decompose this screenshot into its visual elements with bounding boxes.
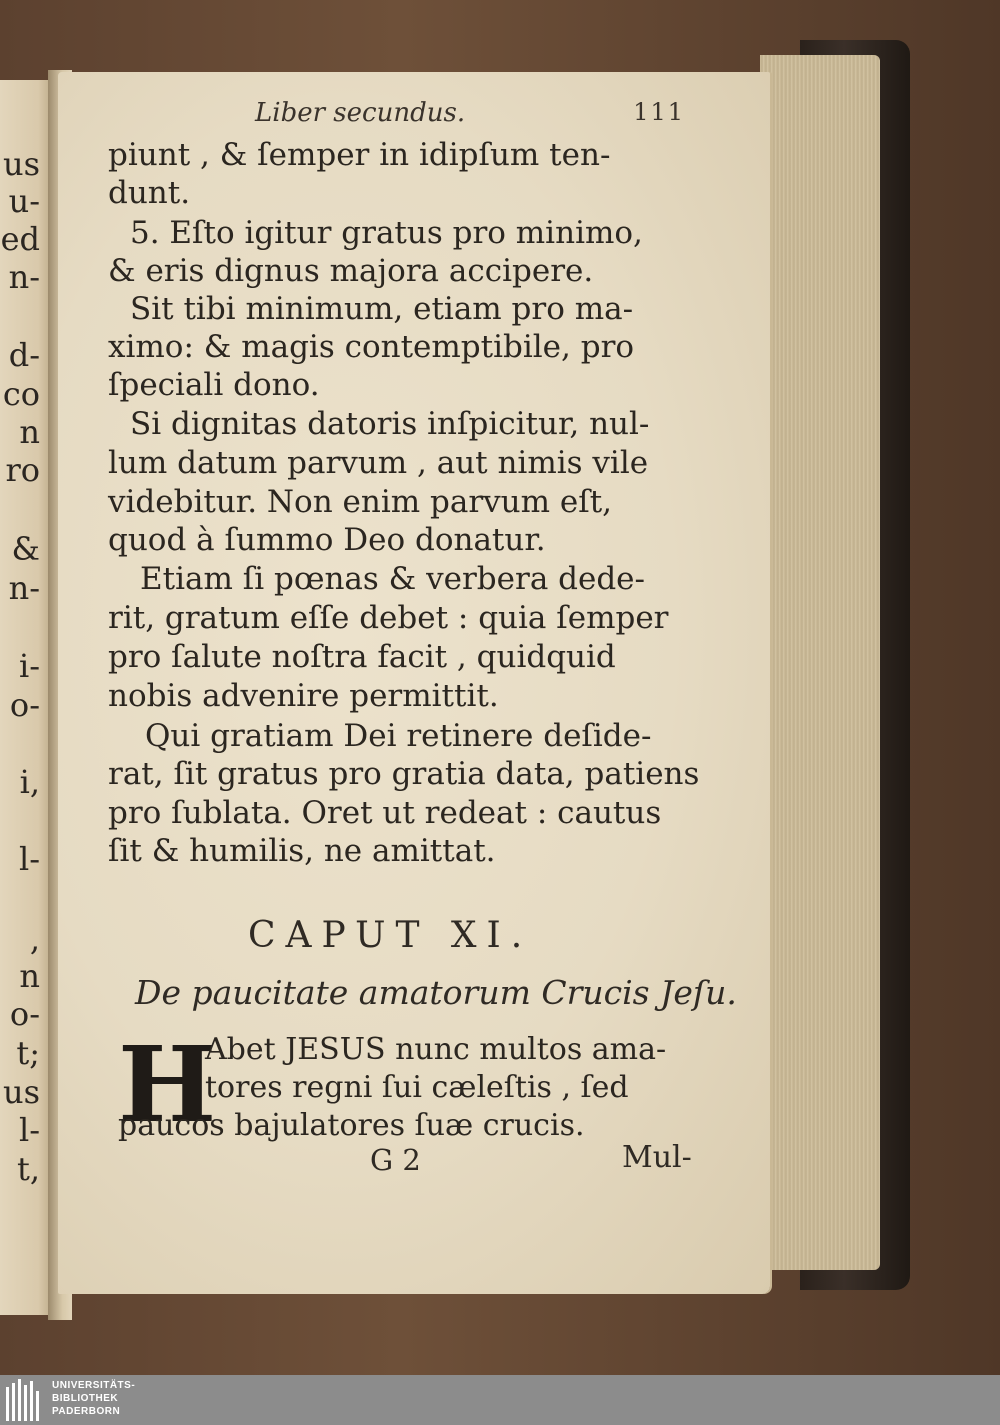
- body-line: lum datum parvum , aut nimis vile: [108, 445, 649, 481]
- left-fragment: t;: [16, 1034, 40, 1072]
- left-page-fragment: [0, 80, 55, 1315]
- left-fragment: ,: [29, 920, 40, 958]
- left-fragment: u-: [8, 182, 40, 220]
- chapter-line: Abet JESUS nunc multos ama-: [205, 1032, 667, 1067]
- left-fragment: ro: [5, 451, 40, 489]
- body-line: pro ſalute noſtra facit , quidquid: [108, 639, 616, 675]
- left-fragment: o-: [9, 686, 40, 724]
- body-line: 5. Eſto igitur gratus pro minimo,: [130, 215, 643, 251]
- left-fragment: us: [2, 145, 40, 183]
- left-fragment: d-: [8, 336, 40, 374]
- body-line: quod à ſummo Deo donatur.: [108, 522, 546, 558]
- left-fragment: o-: [9, 995, 40, 1033]
- left-fragment: t,: [16, 1150, 40, 1188]
- body-line: piunt , & ſemper in idipſum ten-: [108, 137, 611, 173]
- left-fragment: ed: [0, 220, 40, 258]
- left-fragment: co: [2, 375, 40, 413]
- logo-line: PADERBORN: [52, 1406, 121, 1417]
- body-line: nobis advenire permittit.: [108, 678, 499, 714]
- body-line: rat, ſit gratus pro gratia data, patiens: [108, 756, 700, 792]
- left-fragment: us: [2, 1073, 40, 1111]
- left-fragment: n: [19, 413, 40, 451]
- body-line: ſpeciali dono.: [108, 367, 320, 403]
- logo-line: BIBLIOTHEK: [52, 1393, 119, 1404]
- catchword: Mul-: [622, 1140, 692, 1175]
- running-title: Liber secundus.: [255, 98, 466, 128]
- library-logo-text: [52, 1379, 135, 1418]
- body-line: ſit & humilis, ne amittat.: [108, 833, 496, 869]
- left-fragment: i,: [19, 763, 40, 801]
- chapter-subtitle: De paucitate amatorum Crucis Jeſu.: [135, 973, 737, 1012]
- body-line: Sit tibi minimum, etiam pro ma-: [130, 291, 634, 327]
- drop-cap-initial: H: [118, 1023, 217, 1146]
- left-fragment: l-: [18, 1111, 40, 1149]
- signature-mark: G 2: [370, 1143, 421, 1177]
- body-line: Qui gratiam Dei retinere deſide-: [145, 718, 652, 754]
- body-line: & eris dignus majora accipere.: [108, 253, 594, 289]
- left-fragment: n: [19, 957, 40, 995]
- body-line: Si dignitas datoris inſpicitur, nul-: [130, 406, 650, 442]
- body-line: rit, gratum eſſe debet : quia ſemper: [108, 600, 669, 636]
- body-line: Etiam ſi pœnas & verbera dede-: [140, 561, 646, 597]
- body-line: pro ſublata. Oret ut redeat : cautus: [108, 795, 662, 831]
- left-fragment: i-: [18, 647, 40, 685]
- chapter-line: tores regni ſui cæleſtis , ſed: [205, 1070, 629, 1105]
- chapter-heading: CAPUT XI.: [248, 915, 533, 956]
- left-fragment: &: [11, 530, 40, 568]
- body-line: videbitur. Non enim parvum eſt,: [108, 484, 613, 520]
- chapter-line: paucos bajulatores ſuæ crucis.: [118, 1108, 585, 1143]
- left-fragment: l-: [18, 840, 40, 878]
- body-line: dunt.: [108, 175, 191, 211]
- body-line: ximo: & magis contemptibile, pro: [108, 329, 635, 365]
- page-number: 111: [633, 98, 685, 126]
- left-fragment: n-: [8, 569, 40, 607]
- logo-line: UNIVERSITÄTS-: [52, 1380, 136, 1391]
- library-footer: [0, 1375, 1000, 1425]
- left-fragment: n-: [8, 258, 40, 296]
- library-logo-icon: [6, 1379, 42, 1421]
